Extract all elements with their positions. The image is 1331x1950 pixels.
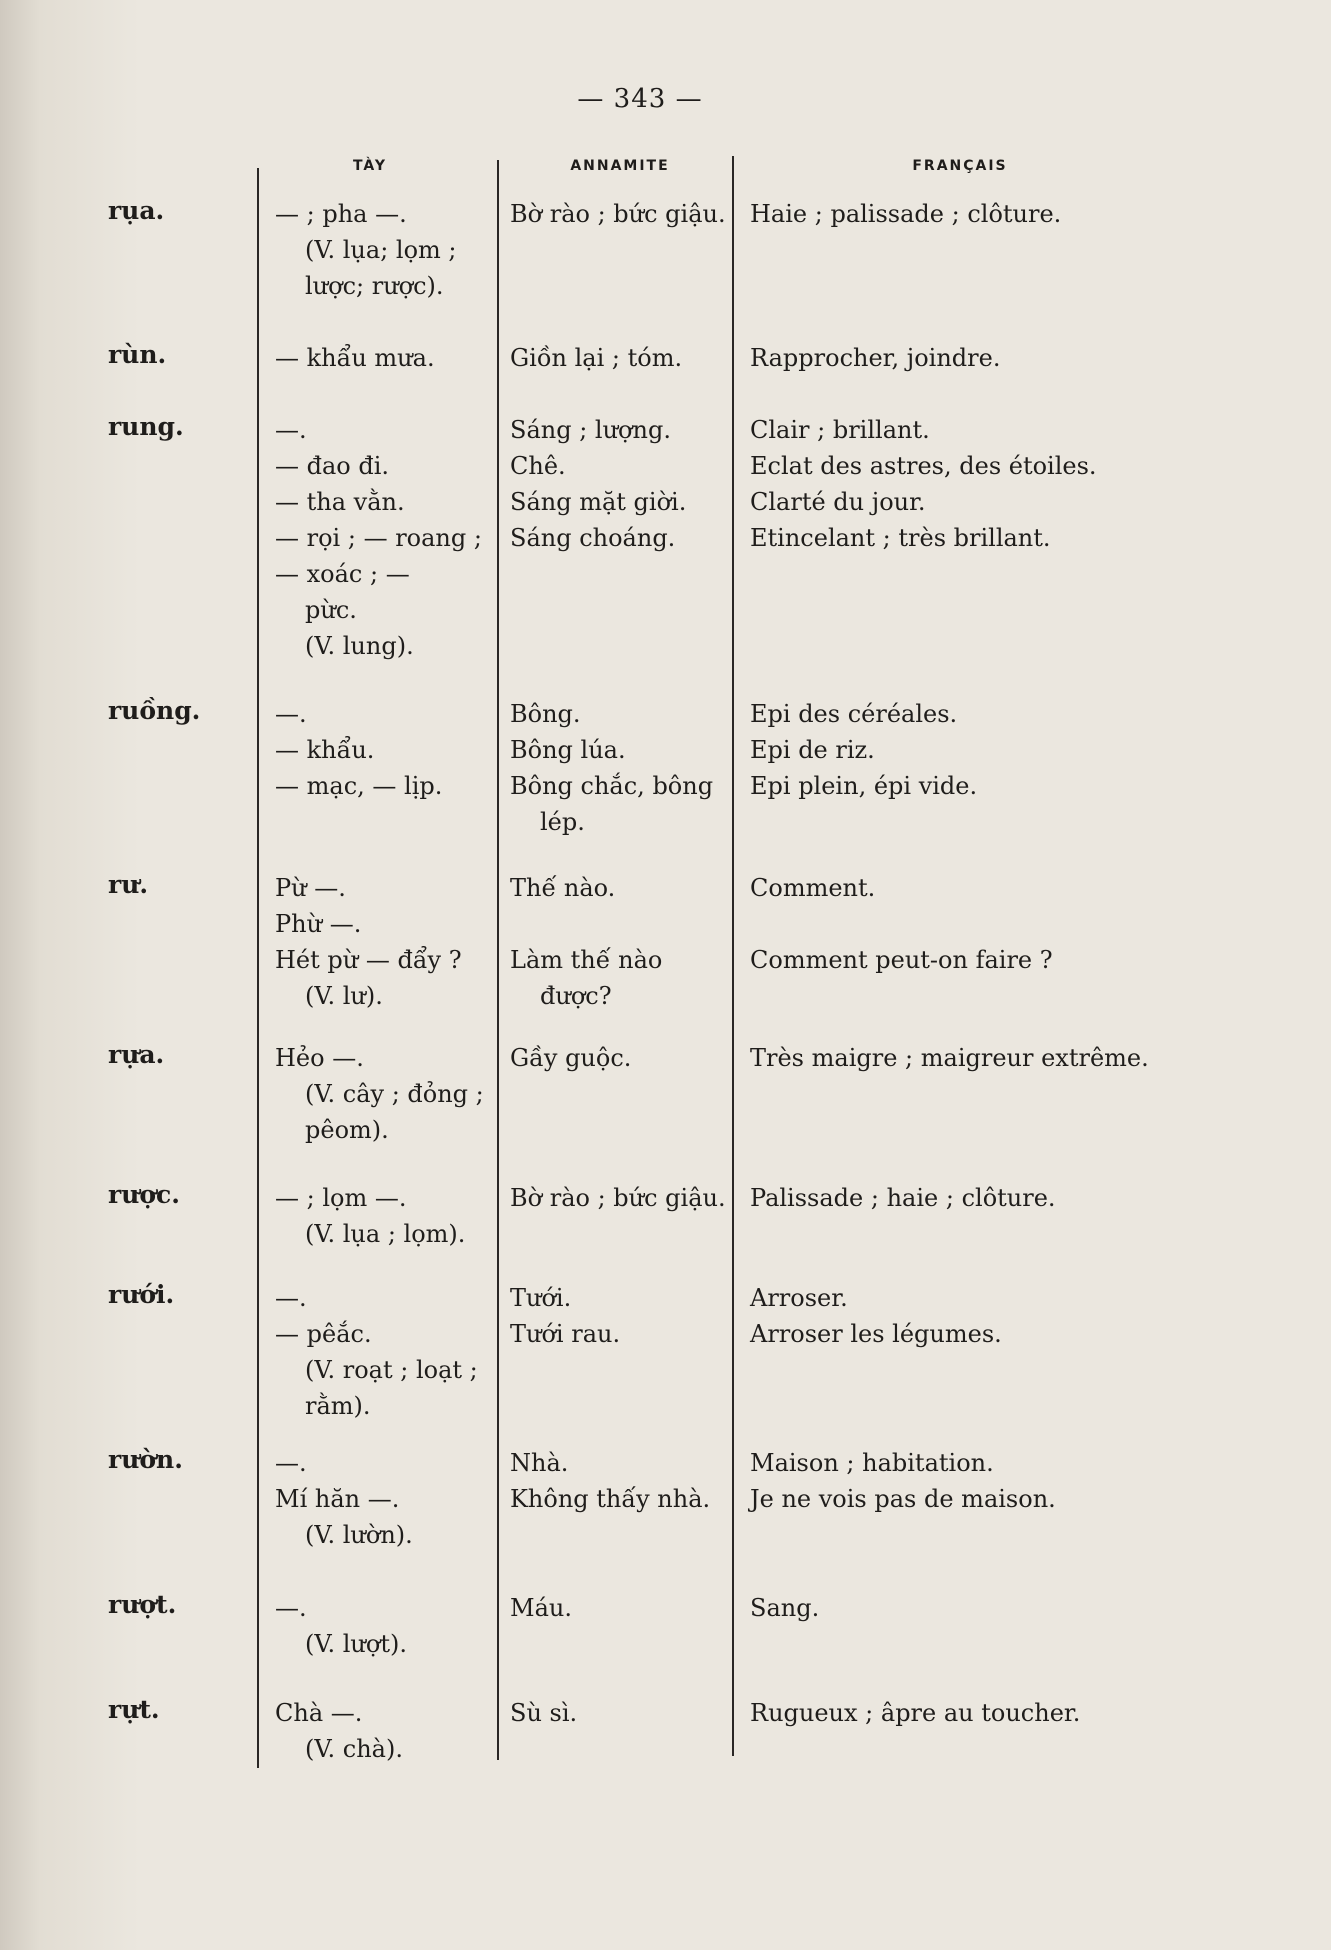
annamite-line: Làm thế nào [510,946,663,974]
francais-line: Clair ; brillant. [750,416,930,444]
tay-column [275,196,500,304]
annamite-column [510,1040,735,1076]
french-column [750,1445,1310,1517]
tay-line: (V. lườn). [305,1521,413,1549]
tay-line: — khẩu mưa. [275,344,435,372]
entry-headword: rườn. [108,1445,183,1474]
annamite-line: Tưới. [510,1284,572,1312]
francais-line: Rapprocher, joindre. [750,344,1001,372]
annamite-line: Máu. [510,1594,572,1622]
tay-column [275,696,500,804]
annamite-line: lép. [540,808,585,836]
annamite-line: được? [540,982,612,1010]
tay-line: Pừ —. [275,874,346,902]
tay-line: —. [275,416,307,444]
tay-line: —. [275,700,307,728]
francais-line: Eclat des astres, des étoiles. [750,452,1097,480]
tay-line: — rọi ; — roang ; [275,524,482,552]
francais-line: Epi de riz. [750,736,875,764]
tay-line: (V. lung). [305,632,414,660]
annamite-line: Bờ rào ; bức giậu. [510,1184,726,1212]
tay-line: —. [275,1594,307,1622]
francais-line: Haie ; palissade ; clôture. [750,200,1062,228]
tay-column [275,1590,500,1662]
tay-line: — pêắc. [275,1320,372,1348]
francais-line: Epi des céréales. [750,700,958,728]
francais-line: Clarté du jour. [750,488,926,516]
annamite-line: Giồn lại ; tóm. [510,344,683,372]
francais-line: Arroser. [750,1284,848,1312]
tay-line: (V. cây ; đỏng ; [305,1080,484,1108]
header-francais: FRANÇAIS [912,158,1008,174]
column-rule-1 [257,168,259,1768]
tay-line: — xoác ; — [275,560,410,588]
annamite-column [510,696,735,840]
annamite-column [510,1445,735,1517]
entry-headword: rung. [108,412,184,441]
tay-column [275,870,500,1014]
tay-line: Hẻo —. [275,1044,364,1072]
entry-headword: rược. [108,1180,180,1209]
annamite-column [510,1180,735,1216]
francais-line: Rugueux ; âpre au toucher. [750,1699,1081,1727]
annamite-line: Chê. [510,452,566,480]
annamite-line: Bông chắc, bông [510,772,714,800]
french-column [750,696,1310,804]
annamite-line: Sáng choáng. [510,524,676,552]
tay-line: pừc. [305,596,357,624]
annamite-column [510,1695,735,1731]
french-column [750,412,1310,556]
francais-line: Palissade ; haie ; clôture. [750,1184,1056,1212]
tay-line: Phừ —. [275,910,362,938]
tay-line: Mí hăn —. [275,1485,400,1513]
annamite-line: Bông lúa. [510,736,626,764]
francais-line: Je ne vois pas de maison. [750,1485,1056,1513]
tay-line: Hét pừ — đẩy ? [275,946,462,974]
tay-line: pêom). [305,1116,389,1144]
francais-line: Epi plein, épi vide. [750,772,978,800]
entry-headword: rựt. [108,1695,160,1724]
tay-line: lược; rược). [305,272,444,300]
french-column [750,1695,1310,1731]
french-column [750,1590,1310,1626]
header-tay: TÀY [352,158,388,174]
annamite-line: Nhà. [510,1449,569,1477]
french-column [750,1280,1310,1352]
francais-line: Très maigre ; maigreur extrême. [750,1044,1149,1072]
tay-line: — khẩu. [275,736,375,764]
tay-line: (V. lụa ; lọm). [305,1220,466,1248]
annamite-line: Bông. [510,700,581,728]
annamite-column [510,870,735,1014]
french-column [750,196,1310,232]
entry-headword: rưới. [108,1280,175,1309]
annamite-line: Thế nào. [510,874,616,902]
tay-line: —. [275,1449,307,1477]
annamite-column [510,1280,735,1352]
tay-column [275,1695,500,1767]
tay-line: Chà —. [275,1699,363,1727]
annamite-line: Tưới rau. [510,1320,621,1348]
tay-column [275,1445,500,1553]
tay-line: rằm). [305,1392,371,1420]
tay-line: — ; lọm —. [275,1184,407,1212]
francais-line: Arroser les légumes. [750,1320,1002,1348]
entry-headword: rụa. [108,196,165,225]
annamite-line: Sáng ; lượng. [510,416,671,444]
francais-line [750,906,1310,942]
francais-line: Etincelant ; très brillant. [750,524,1051,552]
annamite-column [510,340,735,376]
francais-line: Maison ; habitation. [750,1449,994,1477]
tay-column [275,1280,500,1424]
entry-headword: rư. [108,870,149,899]
annamite-column [510,196,735,232]
entry-headword: rùn. [108,340,167,369]
french-column [750,870,1310,978]
annamite-line: Sáng mặt giời. [510,488,687,516]
header-annamite: ANNAMITE [570,158,670,174]
french-column [750,1180,1310,1216]
tay-line: — ; pha —. [275,200,407,228]
annamite-line [510,906,735,942]
tay-line: (V. roạt ; loạt ; [305,1356,478,1384]
francais-line: Comment peut-on faire ? [750,946,1053,974]
french-column [750,340,1310,376]
tay-line: (V. lư). [305,982,383,1010]
annamite-column [510,412,735,556]
annamite-line: Sù sì. [510,1699,578,1727]
tay-line: (V. lượt). [305,1630,407,1658]
tay-line: — đao đi. [275,452,390,480]
french-column [750,1040,1310,1076]
tay-column [275,1040,500,1148]
tay-line: — mạc, — lịp. [275,772,443,800]
francais-line: Sang. [750,1594,820,1622]
page-number: — 343 — [577,84,703,114]
entry-headword: ruồng. [108,696,201,725]
annamite-line: Gầy guộc. [510,1044,632,1072]
tay-line: (V. chà). [305,1735,403,1763]
tay-column [275,1180,500,1252]
annamite-line: Không thấy nhà. [510,1485,711,1513]
entry-headword: rựa. [108,1040,165,1069]
francais-line: Comment. [750,874,876,902]
tay-line: (V. lụa; lọm ; [305,236,457,264]
tay-line: — tha vằn. [275,488,405,516]
annamite-column [510,1590,735,1626]
tay-column [275,340,500,376]
entry-headword: rượt. [108,1590,177,1619]
tay-column [275,412,500,664]
tay-line: —. [275,1284,307,1312]
annamite-line: Bờ rào ; bức giậu. [510,200,726,228]
